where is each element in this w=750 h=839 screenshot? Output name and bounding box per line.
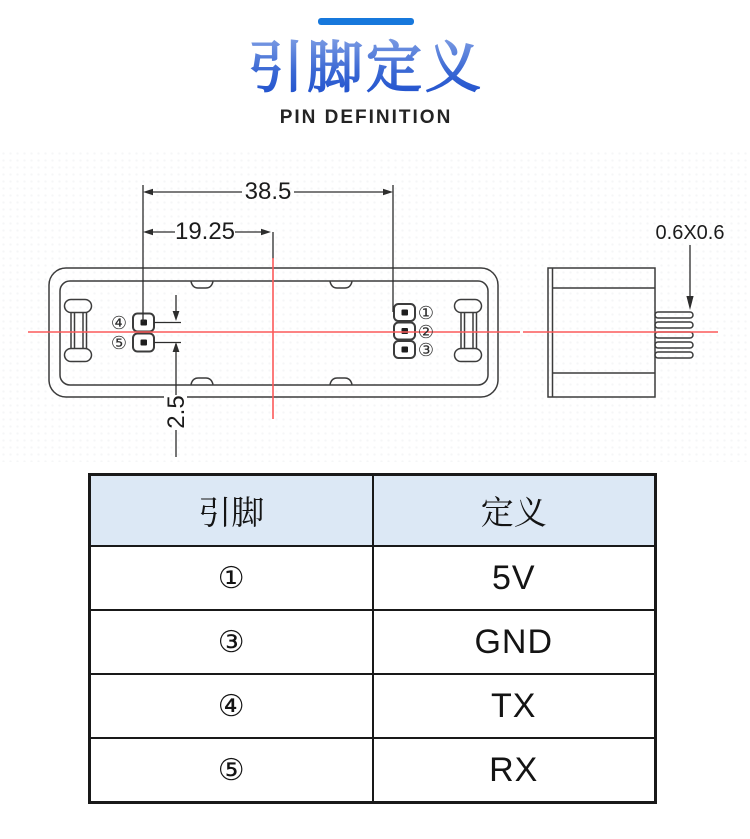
pin-number-cell: ① xyxy=(90,546,373,610)
table-row xyxy=(90,610,656,674)
pin-definition-cell: TX xyxy=(373,674,656,738)
dim-pin-size-label: 0.6X0.6 xyxy=(655,222,725,244)
column-header-definition: 定义 xyxy=(373,475,656,547)
pin-definition-cell: 5V xyxy=(373,546,656,610)
pin-definition-table xyxy=(88,473,657,804)
pin-2-label: ② xyxy=(417,322,435,343)
pin-definition-cell: GND xyxy=(373,610,656,674)
top-notch xyxy=(191,282,213,289)
pin-definition-cell: RX xyxy=(373,738,656,803)
page-subtitle: PIN DEFINITION xyxy=(279,107,453,129)
table-row xyxy=(90,674,656,738)
pin-1-label: ① xyxy=(417,303,435,324)
dim-pin-pitch-label: 2.5 xyxy=(163,395,190,429)
right-mounting-slot xyxy=(455,300,482,362)
dim-half-width-label: 19.25 xyxy=(174,218,236,245)
page-title: 引脚定义 xyxy=(0,38,741,98)
left-mounting-slot xyxy=(65,300,92,362)
section-header xyxy=(0,0,741,129)
dim-total-width-label: 38.5 xyxy=(244,178,292,205)
pin-number-cell: ③ xyxy=(90,610,373,674)
centerlines xyxy=(28,258,718,419)
side-view-pins xyxy=(655,312,693,358)
title-accent-bar xyxy=(318,18,414,25)
drawing-svg xyxy=(0,150,750,462)
column-header-pin: 引脚 xyxy=(90,475,373,547)
table-row xyxy=(90,546,656,610)
pin-4-label: ④ xyxy=(110,313,128,334)
pin-number-cell: ④ xyxy=(90,674,373,738)
top-notch xyxy=(330,282,352,289)
pin-5-label: ⑤ xyxy=(110,333,128,354)
bottom-notch xyxy=(330,378,352,385)
table-header-row xyxy=(90,475,656,547)
table-row xyxy=(90,738,656,803)
bottom-notch xyxy=(191,378,213,385)
technical-drawing xyxy=(0,150,750,462)
pin-number-cell: ⑤ xyxy=(90,738,373,803)
pin-3-label: ③ xyxy=(417,340,435,361)
